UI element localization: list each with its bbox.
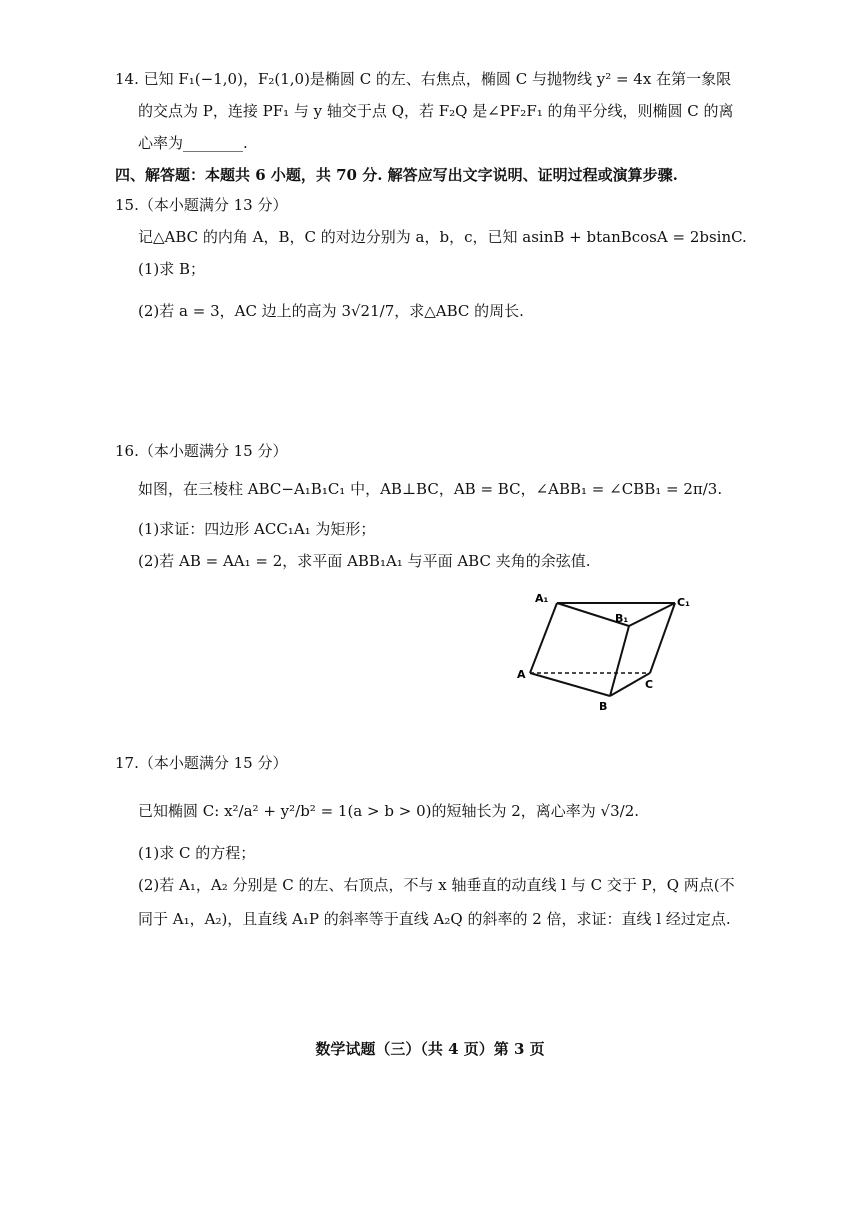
page-footer xyxy=(0,1038,860,1059)
edge-aa1 xyxy=(530,603,557,673)
q14-line1: 14. 已知 F₁(−1,0)，F₂(1,0)是椭圆 C 的左、右焦点，椭圆 C 与抛物线 y² = 4x 在第一象限 xyxy=(115,70,732,88)
prism-figure xyxy=(505,588,695,718)
prism-diagram xyxy=(505,588,695,718)
q17-part2-line1: (2)若 A₁，A₂ 分别是 C 的左、右顶点，不与 x 轴垂直的动直线 l 与 C 交于 P，Q 两点(不 xyxy=(138,876,735,894)
q17-part1: (1)求 C 的方程； xyxy=(138,844,256,862)
q17-title: 17.（本小题满分 15 分） xyxy=(115,754,288,772)
q15-part2: (2)若 a = 3，AC 边上的高为 3√21/7，求△ABC 的周长. xyxy=(138,302,524,320)
section-heading: 四、解答题：本题共 6 小题，共 70 分. 解答应写出文字说明、证明过程或演算步骤. xyxy=(115,166,678,184)
label-b1: B₁ xyxy=(615,612,629,625)
footer-text: 数学试题（三）（共 4 页）第 3 页 xyxy=(315,1040,545,1058)
q15-part1: (1)求 B； xyxy=(138,260,206,278)
label-c1: C₁ xyxy=(677,596,690,609)
q17-stem: 已知椭圆 C: x²/a² + y²/b² = 1(a > b > 0)的短轴长为 2，离心率为 √3/2. xyxy=(138,802,640,820)
q16-part1: (1)求证：四边形 ACC₁A₁ 为矩形； xyxy=(138,520,376,538)
label-c: C xyxy=(645,678,654,691)
q14-line3: 心率为________. xyxy=(138,134,248,152)
q17-part2-line2: 同于 A₁，A₂)，且直线 A₁P 的斜率等于直线 A₂Q 的斜率的 2 倍，求证：直线 l 经过定点. xyxy=(138,910,731,928)
q14-line2: 的交点为 P，连接 PF₁ 与 y 轴交于点 Q，若 F₂Q 是∠PF₂F₁ 的角平分线，则椭圆 C 的离 xyxy=(138,102,734,120)
label-a1: A₁ xyxy=(535,592,549,605)
q16-part2: (2)若 AB = AA₁ = 2，求平面 ABB₁A₁ 与平面 ABC 夹角的余弦值. xyxy=(138,552,591,570)
label-b: B xyxy=(599,700,608,713)
label-a: A xyxy=(517,668,526,681)
q15-stem: 记△ABC 的内角 A，B，C 的对边分别为 a，b，c，已知 asinB + btanBcosA = 2bsinC. xyxy=(138,228,747,246)
edge-ab xyxy=(530,673,610,696)
q16-title: 16.（本小题满分 15 分） xyxy=(115,442,288,460)
edge-bb1 xyxy=(610,626,629,696)
q16-stem: 如图，在三棱柱 ABC−A₁B₁C₁ 中，AB⊥BC，AB = BC，∠ABB₁ = ∠CBB₁ = 2π/3. xyxy=(138,480,723,498)
q15-title: 15.（本小题满分 13 分） xyxy=(115,196,288,214)
